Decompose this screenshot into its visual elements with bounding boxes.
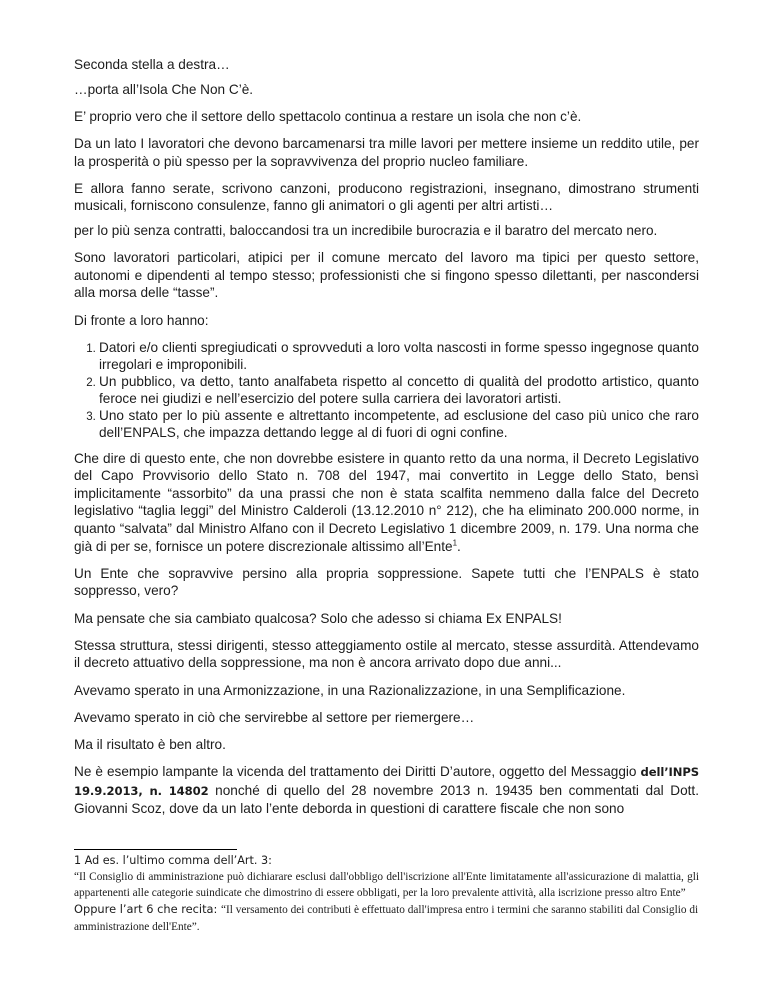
- paragraph-ente-end: .: [457, 538, 461, 554]
- paragraph-risultato: Ma il risultato è ben altro.: [74, 736, 226, 752]
- list-item: 2. Un pubblico, va detto, tanto analfabeta rispetto al concetto di qualità del prodotto artistico, quanto feroce nei giudizi e nell’esercizio del potere sulla carriera dei lavoratori artisti.: [99, 373, 699, 407]
- paragraph-soppressione: Un Ente che sopravvive persino alla propria soppressione. Sapete tutti che l’ENPALS è stato soppresso, vero?: [74, 565, 699, 599]
- paragraph-diritti-autore: [74, 763, 699, 818]
- footnote-second-quote: [74, 901, 699, 935]
- document-body: [74, 56, 699, 828]
- paragraph-opening-line: Seconda stella a destra…: [74, 57, 230, 72]
- footnote-quote-text: “Il versamento dei contributi è effettuato dall'impresa entro i termini che saranno stabiliti dal Consiglio di amministrazione dell'Ente”.: [74, 904, 699, 934]
- paragraph-contratti: per lo più senza contratti, baloccandosi tra un incredibile burocrazia e il baratro del mercato nero.: [74, 222, 658, 238]
- paragraph-atipici: Sono lavoratori particolari, atipici per il comune mercato del lavoro ma tipici per questo settore, autonomi e dipendenti al tempo stesso; professionisti che si fingono spesso dilettanti, per nascondersi alla morsa delle “tasse”.: [74, 250, 699, 301]
- list-item: 3. Uno stato per lo più assente e altrettanto incompetente, ad esclusione del caso più unico che raro dell’ENPALS, che impazza dettando legge al di fuori di ogni confine.: [99, 407, 699, 441]
- footnote-reference: 1: [452, 538, 458, 548]
- footnote-quote: “Il Consiglio di amministrazione può dichiarare esclusi dall'obbligo dell'iscrizione all'Ente limitatamente all'assicurazione di malattia, gli appartenenti alle categorie suindicate che dimostrino di essere obbligati, per la loro prevalente attività, alla iscrizione presso altro Ente”: [74, 871, 699, 900]
- footnote: [74, 853, 699, 935]
- paragraph-isola: E’ proprio vero che il settore dello spettacolo continua a restare un isola che non c’è.: [74, 108, 582, 124]
- paragraph-diritti-rest: nonché di quello del 28 novembre 2013 n. 19435 ben commentati dal Dott. Giovanni Scoz, dove da un lato l’ente deborda in questioni di carattere fiscale che non sono: [74, 782, 699, 817]
- footnote-heading: 1 Ad es. l’ultimo comma dell’Art. 3:: [74, 854, 272, 867]
- paragraph-cambiato: Ma pensate che sia cambiato qualcosa? Solo che adesso si chiama Ex ENPALS!: [74, 610, 562, 626]
- numbered-list: [74, 339, 699, 441]
- paragraph-attivita: E allora fanno serate, scrivono canzoni, producono registrazioni, insegnano, dimostrano strumenti musicali, forniscono consulenze, fanno gli animatori o gli agenti per altri artisti…: [74, 180, 699, 214]
- footnote-separator: [74, 849, 237, 850]
- inps-message-reference: dell’INPS 19.9.2013, n. 14802: [74, 765, 699, 798]
- paragraph-diritti-text: Ne è esempio lampante la vicenda del trattamento dei Diritti D’autore, oggetto del Messaggio: [74, 764, 641, 780]
- paragraph-lavoratori: Da un lato I lavoratori che devono barcamenarsi tra mille lavori per mettere insieme un reddito utile, per la prosperità o più spesso per la sopravvivenza del proprio nucleo familiare.: [74, 135, 699, 169]
- paragraph-riemergere: Avevamo sperato in ciò che servirebbe al settore per riemergere…: [74, 709, 475, 725]
- paragraph-armonizzazione: Avevamo sperato in una Armonizzazione, in una Razionalizzazione, in una Semplificazione.: [74, 682, 626, 698]
- paragraph-ente: [74, 450, 699, 556]
- paragraph-struttura: Stessa struttura, stessi dirigenti, stesso atteggiamento ostile al mercato, stesse assurdità. Attendevamo il decreto attuativo della soppressione, ma non è ancora arrivato dopo due anni...: [74, 637, 699, 671]
- list-item: 1. Datori e/o clienti spregiudicati o sprovveduti a loro volta nascosti in forme spesso ingegnose quanto irregolari e improponibili.: [99, 339, 699, 373]
- paragraph-ente-text: Che dire di questo ente, che non dovrebbe esistere in quanto retto da una norma, il Decreto Legislativo del Capo Provvisorio dello Stato n. 708 del 1947, mai convertito in Legge dello Stato, bensì implicitamente “assorbito” da una prassi che non è stata scalfita nemmeno dalla falce del Decreto legislativo “taglia leggi” del Ministro Calderoli (13.12.2010 n° 212), che ha eliminato 200.000 norme, in quanto “salvata” dal Ministro Alfano con il Decreto Legislativo 1 dicembre 2009, n. 179. Una norma che già di per se, fornisce un potere discrezionale altissimo all’Ente: [74, 450, 699, 554]
- paragraph-second-line: …porta all’Isola Che Non C’è.: [74, 81, 254, 97]
- footnote-lead: Oppure l’art 6 che recita:: [74, 902, 221, 917]
- paragraph-di-fronte: Di fronte a loro hanno:: [74, 312, 209, 328]
